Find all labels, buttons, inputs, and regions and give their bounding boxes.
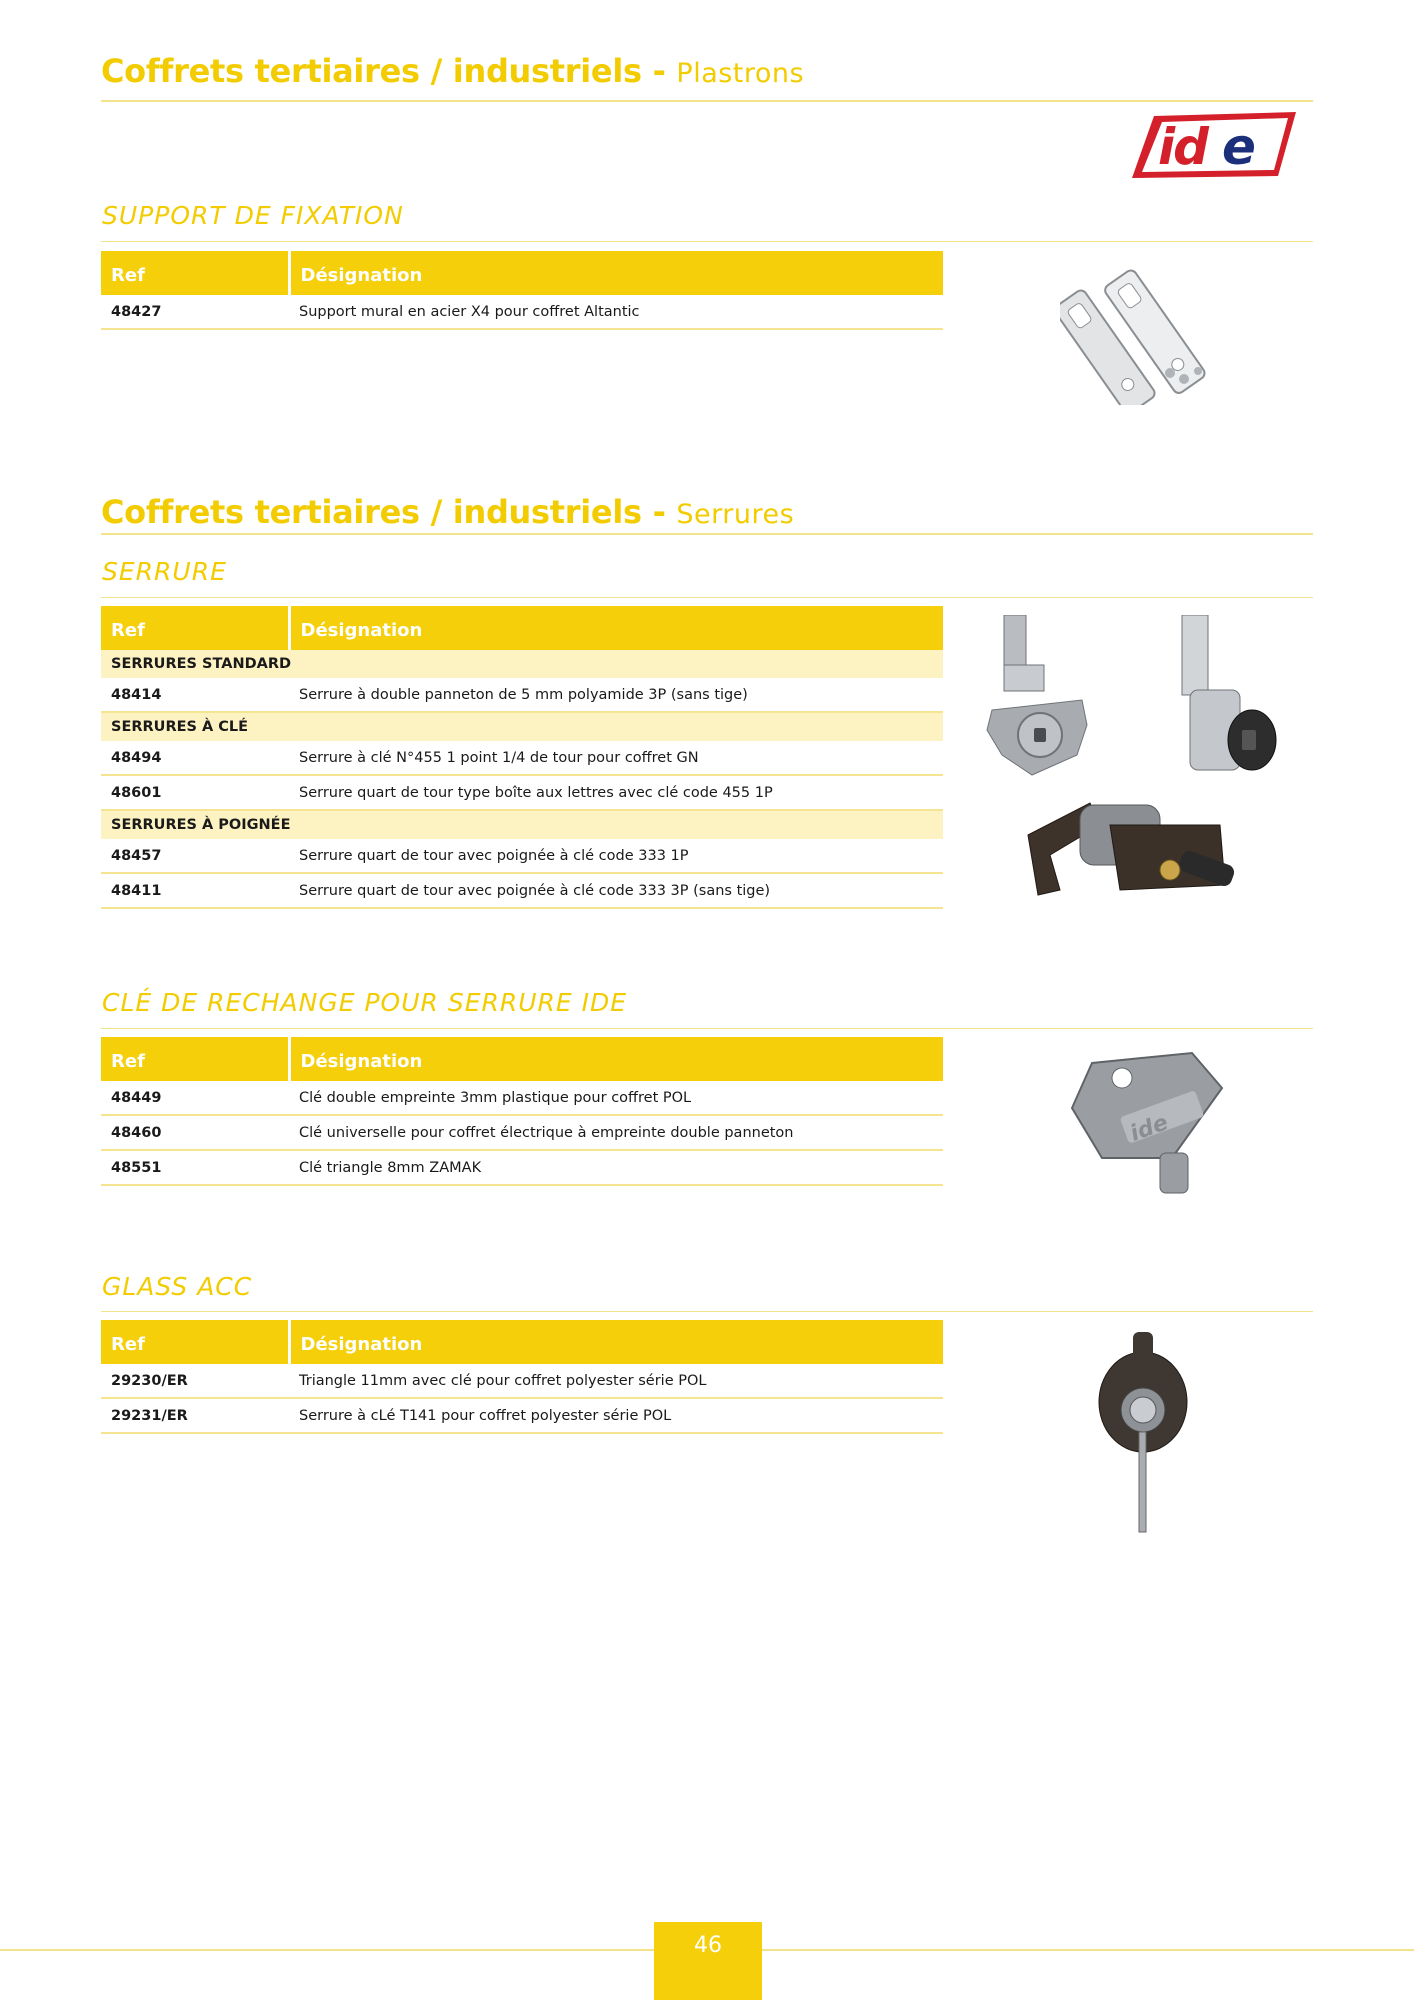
page-number: 46: [654, 1922, 762, 2000]
designation-cell: Serrure à cLé T141 pour coffret polyester série POL: [289, 1398, 943, 1433]
svg-text:id: id: [1158, 118, 1207, 176]
column-header-designation: Désignation: [289, 1037, 943, 1081]
table-row: [101, 1364, 943, 1398]
product-table-glass-acc: [101, 1320, 943, 1434]
designation-cell: Clé triangle 8mm ZAMAK: [289, 1150, 943, 1185]
designation-cell: Triangle 11mm avec clé pour coffret polyester série POL: [289, 1364, 943, 1398]
table-row: [101, 1398, 943, 1433]
group-label: SERRURES À POIGNÉE: [101, 810, 943, 839]
group-row: [101, 712, 943, 741]
ref-cell: 48427: [101, 295, 289, 329]
table-row: [101, 678, 943, 712]
section-title-plastrons: [101, 52, 804, 90]
designation-cell: Support mural en acier X4 pour coffret Altantic: [289, 295, 943, 329]
table-row: [101, 741, 943, 775]
subsection-heading: CLÉ DE RECHANGE POUR SERRURE IDE: [102, 988, 628, 1017]
mounting-bracket-image: [1060, 255, 1240, 409]
table-row: [101, 839, 943, 873]
subsection-heading: GLASS ACC: [102, 1272, 253, 1301]
ref-cell: 48460: [101, 1115, 289, 1150]
ide-logo: [1128, 108, 1300, 186]
designation-cell: Serrure à double panneton de 5 mm polyamide 3P (sans tige): [289, 678, 943, 712]
subsection-rule: [101, 597, 1313, 598]
ref-cell: 48449: [101, 1081, 289, 1115]
table-row: [101, 873, 943, 908]
ref-cell: 29231/ER: [101, 1398, 289, 1433]
group-label: SERRURES STANDARD: [101, 650, 943, 678]
svg-text:ide: ide: [1127, 1110, 1172, 1147]
section-title-sub: Plastrons: [676, 58, 805, 89]
section-title-sub: Serrures: [676, 499, 795, 530]
section-title-main: Coffrets tertiaires / industriels -: [101, 52, 677, 90]
table-row: [101, 1115, 943, 1150]
section-rule: [101, 533, 1313, 535]
designation-cell: Serrure quart de tour type boîte aux lettres avec clé code 455 1P: [289, 775, 943, 810]
cam-lock-image: [982, 615, 1097, 784]
subsection-heading: SERRURE: [102, 557, 227, 586]
column-header-designation: Désignation: [289, 606, 943, 650]
designation-cell: Clé universelle pour coffret électrique à empreinte double panneton: [289, 1115, 943, 1150]
product-table-serrure: [101, 606, 943, 909]
column-header-designation: Désignation: [289, 1320, 943, 1364]
svg-text:e: e: [1222, 118, 1256, 176]
designation-cell: Serrure à clé N°455 1 point 1/4 de tour pour coffret GN: [289, 741, 943, 775]
ref-cell: 48457: [101, 839, 289, 873]
subsection-rule: [101, 1028, 1313, 1029]
column-header-ref: Ref: [101, 251, 289, 295]
column-header-ref: Ref: [101, 606, 289, 650]
subsection-rule: [101, 1311, 1313, 1312]
product-table-cles: [101, 1037, 943, 1186]
column-header-ref: Ref: [101, 1037, 289, 1081]
section-rule: [101, 100, 1313, 102]
triangle-lock-image: [1095, 1332, 1195, 1546]
group-row: [101, 650, 943, 678]
handle-lock-image: [1020, 795, 1250, 924]
group-label: SERRURES À CLÉ: [101, 712, 943, 741]
subsection-rule: [101, 241, 1313, 242]
designation-cell: Clé double empreinte 3mm plastique pour coffret POL: [289, 1081, 943, 1115]
table-row: [101, 1150, 943, 1185]
table-row: [101, 775, 943, 810]
spare-key-image: [1062, 1048, 1232, 1207]
group-row: [101, 810, 943, 839]
section-title-serrures: [101, 493, 794, 531]
section-title-main: Coffrets tertiaires / industriels -: [101, 493, 677, 531]
column-header-designation: Désignation: [289, 251, 943, 295]
designation-cell: Serrure quart de tour avec poignée à clé code 333 1P: [289, 839, 943, 873]
column-header-ref: Ref: [101, 1320, 289, 1364]
ref-cell: 48411: [101, 873, 289, 908]
key-lock-image: [1172, 615, 1287, 784]
ref-cell: 29230/ER: [101, 1364, 289, 1398]
table-row: [101, 1081, 943, 1115]
designation-cell: Serrure quart de tour avec poignée à clé code 333 3P (sans tige): [289, 873, 943, 908]
ref-cell: 48494: [101, 741, 289, 775]
table-row: [101, 295, 943, 329]
ref-cell: 48601: [101, 775, 289, 810]
product-table-support: [101, 251, 943, 330]
subsection-heading: SUPPORT DE FIXATION: [102, 201, 404, 230]
ref-cell: 48414: [101, 678, 289, 712]
ref-cell: 48551: [101, 1150, 289, 1185]
